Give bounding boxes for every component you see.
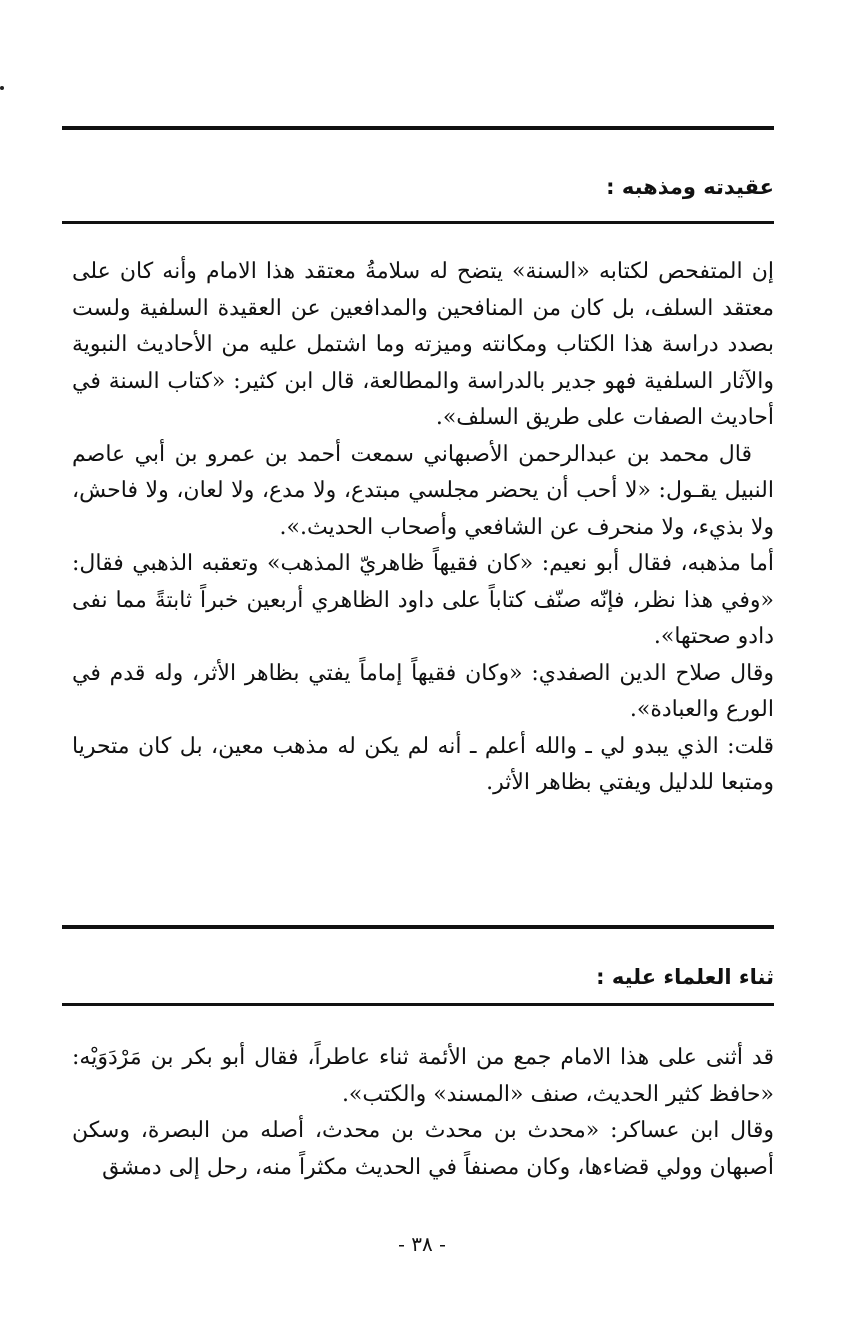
page-number: - ٣٨ - <box>398 1232 446 1256</box>
paragraph: قلت: الذي يبدو لي ـ والله أعلم ـ أنه لم يكن له مذهب معين، بل كان متحريا ومتبعا للدليل ويفتي بظاهر الأثر. <box>72 733 774 795</box>
paragraph: إن المتفحص لكتابه «السنة» يتضح له سلامةُ معتقد هذا الامام وأنه كان على معتقد السلف، بل كان من المنافحين والمدافعين عن العقيدة السلفية ولست بصدد دراسة هذا الكتاب ومكانته وميزته وما اشتمل عليه من الأحاديث النبوية والآثار السلفية فهو جدير بالدراسة والمطالعة، قال ابن كثير: «كتاب السنة في أحاديث الصفات على طريق السلف». <box>72 259 774 430</box>
top-rule <box>62 126 774 130</box>
heading-rule <box>62 1003 774 1006</box>
paragraph: قد أثنى على هذا الامام جمع من الأئمة ثناء عاطراً، فقال أبو بكر بن مَرْدَوَيْه: «حافظ كثير الحديث، صنف «المسند» والكتب». <box>72 1045 774 1107</box>
section-body-creed <box>72 254 774 802</box>
section-heading-praise: ثناء العلماء عليه : <box>596 965 774 989</box>
section-body-praise <box>72 1040 774 1186</box>
section-rule <box>62 925 774 929</box>
paragraph: قال محمد بن عبدالرحمن الأصبهاني سمعت أحمد بن عمرو بن أبي عاصم النبيل يقـول: «لا أحب أن يحضر مجلسي مبتدع، ولا مدع، ولا لعان، ولا فاحش، ولا بذيء، ولا منحرف عن الشافعي وأصحاب الحديث.». <box>72 441 774 540</box>
paragraph: وقال صلاح الدين الصفدي: «وكان فقيهاً إماماً يفتي بظاهر الأثر، وله قدم في الورع والعبادة». <box>72 660 774 722</box>
heading-rule <box>62 221 774 224</box>
scan-speck <box>0 86 4 90</box>
section-heading-creed: عقيدته ومذهبه : <box>606 175 774 199</box>
paragraph: أما مذهبه، فقال أبو نعيم: «كان فقيهاً ظاهريّ المذهب» وتعقبه الذهبي فقال: «وفي هذا نظر، فإنّه صنّف كتاباً على داود الظاهري أربعين خبراً ثابتةً مما نفى دادو صحتها». <box>72 551 774 649</box>
paragraph: وقال ابن عساكر: «محدث بن محدث بن محدث، أصله من البصرة، وسكن أصبهان وولي قضاءها، وكان مصنفاً في الحديث مكثراً منه، رحل إلى دمشق <box>72 1118 774 1180</box>
